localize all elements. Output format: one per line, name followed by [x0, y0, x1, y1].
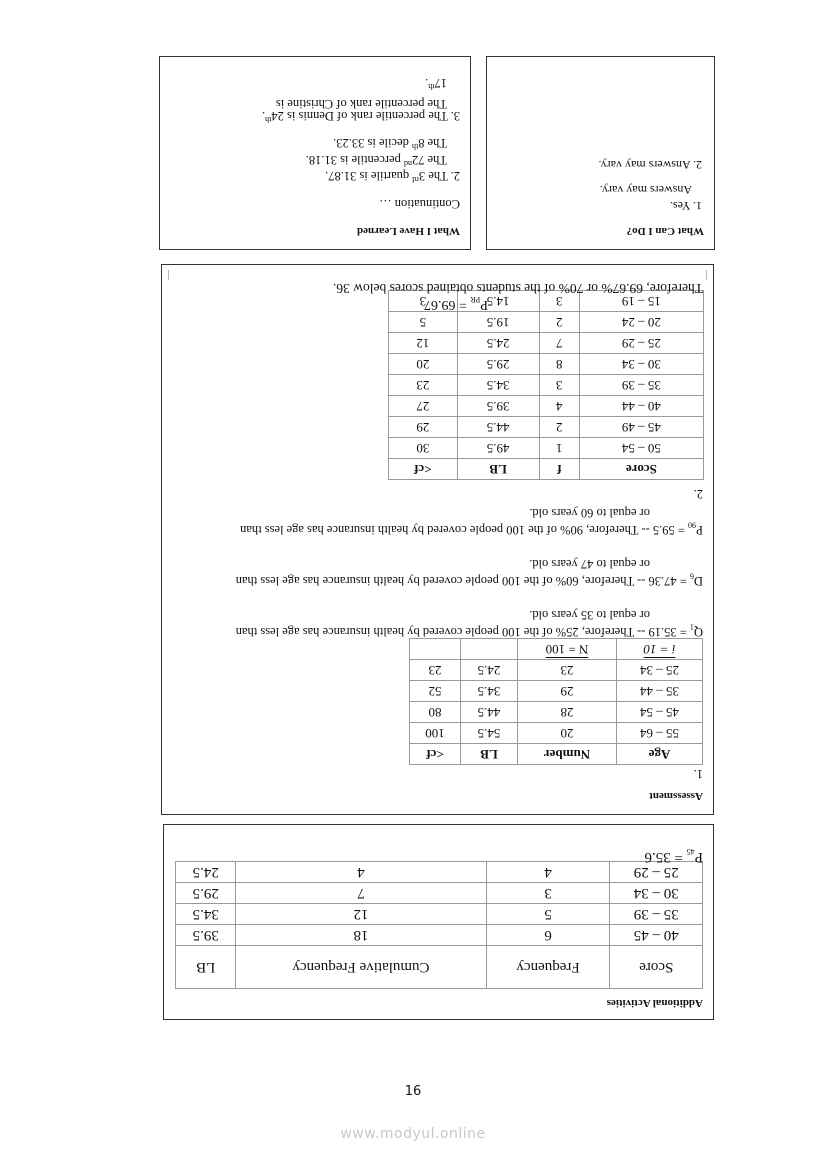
cell: 24.5 — [176, 862, 236, 883]
result-label: P — [694, 849, 703, 865]
cell: 45 – 54 — [616, 702, 702, 723]
answer-line: 1. Yes. — [669, 199, 702, 213]
cell: 24.5 — [461, 660, 518, 681]
subscript: 90 — [688, 520, 697, 530]
score-table — [388, 290, 704, 480]
cell: 4 — [539, 396, 579, 417]
cell: 49.5 — [457, 438, 539, 459]
table-row — [176, 925, 703, 946]
header-cell: Age — [616, 744, 702, 765]
table-row — [176, 904, 703, 925]
p45-result — [644, 844, 703, 864]
text: quartile is 31.87. — [325, 168, 413, 183]
section-title: What I Have Learned — [357, 225, 460, 237]
cell: 25 – 29 — [610, 862, 703, 883]
cell: 4 — [486, 862, 610, 883]
table-row — [176, 862, 703, 883]
result-value: = 35.6 — [644, 849, 687, 865]
cell: 2 — [539, 417, 579, 438]
age-table — [409, 638, 703, 765]
cell: 7 — [539, 333, 579, 354]
cell: 20 – 24 — [579, 312, 703, 333]
header-cell: <cf — [410, 744, 461, 765]
cell: 40 – 45 — [610, 925, 703, 946]
cell: 35 – 44 — [616, 681, 702, 702]
cell: 55 – 64 — [616, 723, 702, 744]
cell: 15 – 19 — [579, 291, 703, 312]
learned-line — [425, 75, 447, 94]
cell: 52 — [410, 681, 461, 702]
cell: 2 — [539, 312, 579, 333]
cell: i = 10 — [616, 639, 702, 660]
subscript: 1 — [689, 622, 694, 632]
table-row — [410, 660, 703, 681]
text: decile is 33.23. — [333, 135, 412, 150]
cell: 18 — [236, 925, 486, 946]
p90-continuation: or equal to 60 years old. — [529, 506, 650, 520]
conclusion: Therefore, 69.67% or 70% of the students obtained scores below 36. — [332, 281, 703, 296]
subscript: PR — [470, 295, 481, 305]
text: 17 — [434, 75, 447, 90]
cell: 3 — [389, 291, 458, 312]
cell: 24.5 — [457, 333, 539, 354]
table-row — [389, 375, 704, 396]
cell: 39.5 — [457, 396, 539, 417]
header-cell: LB — [461, 744, 518, 765]
text: percentile is 31.18. — [305, 152, 404, 167]
header-cell: f — [539, 459, 579, 480]
table-row — [389, 354, 704, 375]
table-header-row — [410, 744, 703, 765]
section-title: Additional Activities — [606, 997, 703, 1009]
continuation: Continuation … — [379, 197, 460, 211]
header-cell: Score — [610, 946, 703, 989]
cell: 25 – 34 — [616, 660, 702, 681]
table-footer-row — [410, 639, 703, 660]
cell: 3 — [486, 883, 610, 904]
header-cell: Frequency — [486, 946, 610, 989]
answer-line: Answers may vary. — [599, 183, 692, 197]
cell: 12 — [236, 904, 486, 925]
label: P — [696, 523, 703, 537]
cell: 80 — [410, 702, 461, 723]
cell: 28 — [518, 702, 617, 723]
superscript: th — [411, 142, 419, 151]
superscript: nd — [403, 159, 412, 168]
text: . — [262, 108, 266, 123]
cell: 25 – 29 — [579, 333, 703, 354]
cell: 3 — [539, 291, 579, 312]
cell: 5 — [486, 904, 610, 925]
header-cell: Score — [579, 459, 703, 480]
answer-line: 2. Answers may vary. — [598, 158, 702, 172]
table-header-row — [389, 459, 704, 480]
cell: 34.5 — [176, 904, 236, 925]
cell: 29 — [518, 681, 617, 702]
cell: 29.5 — [176, 883, 236, 904]
cell — [410, 639, 461, 660]
cell: 54.5 — [461, 723, 518, 744]
header-cell: <cf — [389, 459, 458, 480]
cell: 23 — [389, 375, 458, 396]
header-cell: LB — [176, 946, 236, 989]
cell: 8 — [539, 354, 579, 375]
table-header-row — [176, 946, 703, 989]
p90-statement — [240, 518, 703, 538]
superscript: th — [265, 115, 272, 124]
cell: 34.5 — [461, 681, 518, 702]
superscript: th — [428, 82, 435, 91]
cell: 1 — [539, 438, 579, 459]
cell: 5 — [389, 312, 458, 333]
cell: N = 100 — [518, 639, 617, 660]
cell: 100 — [410, 723, 461, 744]
cell — [461, 639, 518, 660]
cell: 29.5 — [457, 354, 539, 375]
label: P — [480, 297, 488, 312]
cell: 44.5 — [457, 417, 539, 438]
learned-line: The percentile rank of Christine is — [275, 97, 447, 111]
q1-continuation: or equal to 35 years old. — [529, 608, 650, 622]
header-cell: Cumulative Frequency — [236, 946, 486, 989]
additional-table — [175, 861, 703, 989]
q1-statement — [236, 620, 703, 640]
cell: 14.5 — [457, 291, 539, 312]
result-subscript: 45 — [686, 847, 695, 856]
d6-continuation: or equal to 47 years old. — [529, 557, 650, 571]
cell: 35 – 39 — [610, 904, 703, 925]
section-title: What Can I Do? — [626, 225, 704, 237]
cell: 40 – 44 — [579, 396, 703, 417]
cell: 44.5 — [461, 702, 518, 723]
cell: 34.5 — [457, 375, 539, 396]
learned-line — [306, 152, 447, 171]
header-cell: LB — [457, 459, 539, 480]
item-number: 2. — [693, 487, 703, 501]
label: Q — [693, 625, 703, 639]
cell: 29 — [389, 417, 458, 438]
text: The 8 — [418, 135, 447, 150]
cell: 4 — [236, 862, 486, 883]
text: 3. The percentile rank of Dennis is 24 — [271, 108, 460, 123]
corner-mark — [706, 270, 707, 280]
corner-mark — [168, 270, 169, 280]
cell: 20 — [389, 354, 458, 375]
table-row — [389, 438, 704, 459]
text: The 72 — [411, 152, 447, 167]
text: = 47.36 -- Therefore, 60% of the 100 people covered by health insurance has age less than — [235, 574, 690, 588]
table-row — [389, 396, 704, 417]
what-can-i-do-box — [486, 56, 715, 250]
cell: 35 – 39 — [579, 375, 703, 396]
cell: 27 — [389, 396, 458, 417]
cell: 3 — [539, 375, 579, 396]
learned-line — [333, 135, 447, 154]
cell: 23 — [410, 660, 461, 681]
cell: 45 – 49 — [579, 417, 703, 438]
text: . — [425, 75, 429, 90]
cell: 19.5 — [457, 312, 539, 333]
label: D — [693, 574, 703, 588]
table-row — [176, 883, 703, 904]
watermark: www.modyul.online — [340, 1126, 486, 1142]
text: = 59.5 -- Therefore, 90% of the 100 people covered by health insurance has age less than — [240, 523, 689, 537]
cell: 23 — [518, 660, 617, 681]
assessment-box — [161, 264, 714, 815]
cell: 30 — [389, 438, 458, 459]
table-row — [389, 417, 704, 438]
additional-activities-box — [163, 824, 714, 1020]
cell: 7 — [236, 883, 486, 904]
header-cell: Number — [518, 744, 617, 765]
table-row — [410, 723, 703, 744]
cell: 12 — [389, 333, 458, 354]
text: = 35.19 -- Therefore, 25% of the 100 people covered by health insurance has age less than — [235, 625, 690, 639]
cell: 30 – 34 — [579, 354, 703, 375]
cell: 20 — [518, 723, 617, 744]
text: 2. The 3 — [418, 168, 460, 183]
d6-statement — [236, 569, 703, 589]
cell: 50 – 54 — [579, 438, 703, 459]
subscript: 6 — [689, 571, 694, 581]
page-number: 16 — [404, 1084, 422, 1099]
superscript: rd — [412, 175, 419, 184]
table-row — [389, 333, 704, 354]
value: = 69.67 — [424, 297, 471, 312]
cell: 6 — [486, 925, 610, 946]
table-row — [410, 681, 703, 702]
table-row — [410, 702, 703, 723]
item-number: 1. — [693, 767, 703, 781]
cell: 39.5 — [176, 925, 236, 946]
table-row — [389, 312, 704, 333]
cell: 30 – 34 — [610, 883, 703, 904]
section-title: Assessment — [649, 790, 703, 802]
what-i-have-learned-box — [159, 56, 471, 250]
